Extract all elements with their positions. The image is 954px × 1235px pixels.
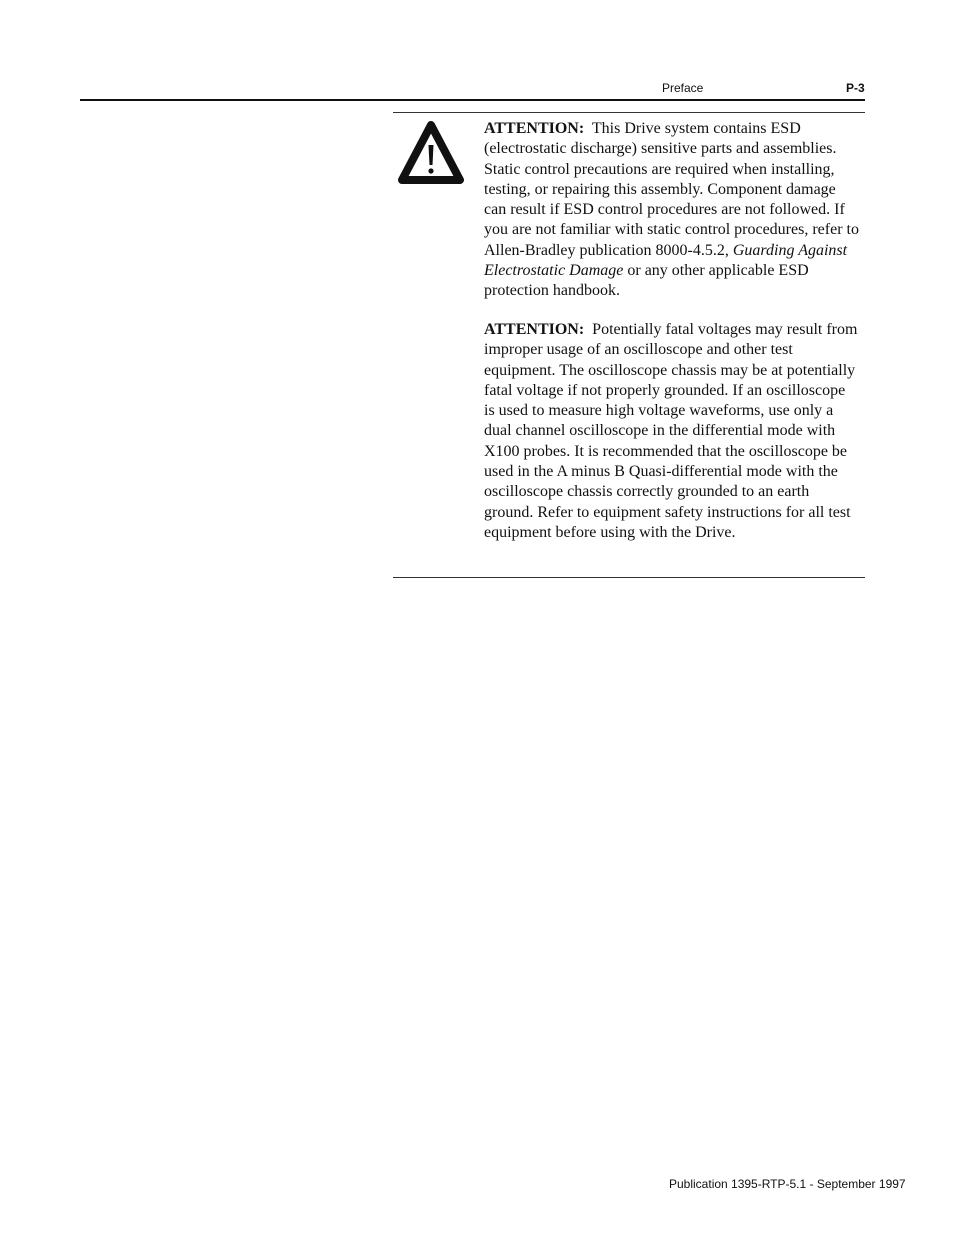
attention-oscilloscope-paragraph	[484, 320, 859, 543]
attention-box-bottom-divider	[393, 577, 865, 578]
footer-publication: Publication 1395-RTP-5.1 - September 1997	[669, 1177, 906, 1191]
header-divider	[80, 99, 865, 101]
header-page-number: P-3	[846, 81, 865, 95]
attention-esd-text-end: or any other applicable ESD protection handbook.	[484, 262, 809, 300]
attention-label: ATTENTION:	[484, 321, 585, 338]
attention-box-top-divider	[393, 112, 865, 113]
warning-triangle-icon	[397, 118, 465, 188]
publication-title: Guarding Against Electrostatic Damage	[484, 241, 848, 280]
attention-esd-paragraph	[484, 119, 859, 302]
attention-oscilloscope-text: Potentially fatal voltages may result from improper usage of an oscilloscope and other test equipment. The oscilloscope chassis may be at potentially fatal voltage if not properly grounded. If an oscilloscope is used to measure high voltage waveforms, use only a dual channel oscilloscope in the differential mode with X100 probes. It is recommended that the oscilloscope be used in the A minus B Quasi-differential mode with the oscilloscope chassis correctly grounded to an earth ground. Refer to equipment safety instructions for all test equipment before using with the Drive.	[484, 321, 858, 541]
header-section-title: Preface	[662, 81, 704, 95]
attention-label: ATTENTION:	[484, 120, 585, 137]
attention-esd-text: This Drive system contains ESD (electrostatic discharge) sensitive parts and assemblies. Static control precautions are required when installing, testing, or repairing this assembly. Component damage can result if ESD control procedures are not followed. If you are not familiar with static control procedures, refer to Allen-Bradley publication 8000-4.5.2,	[484, 120, 859, 259]
